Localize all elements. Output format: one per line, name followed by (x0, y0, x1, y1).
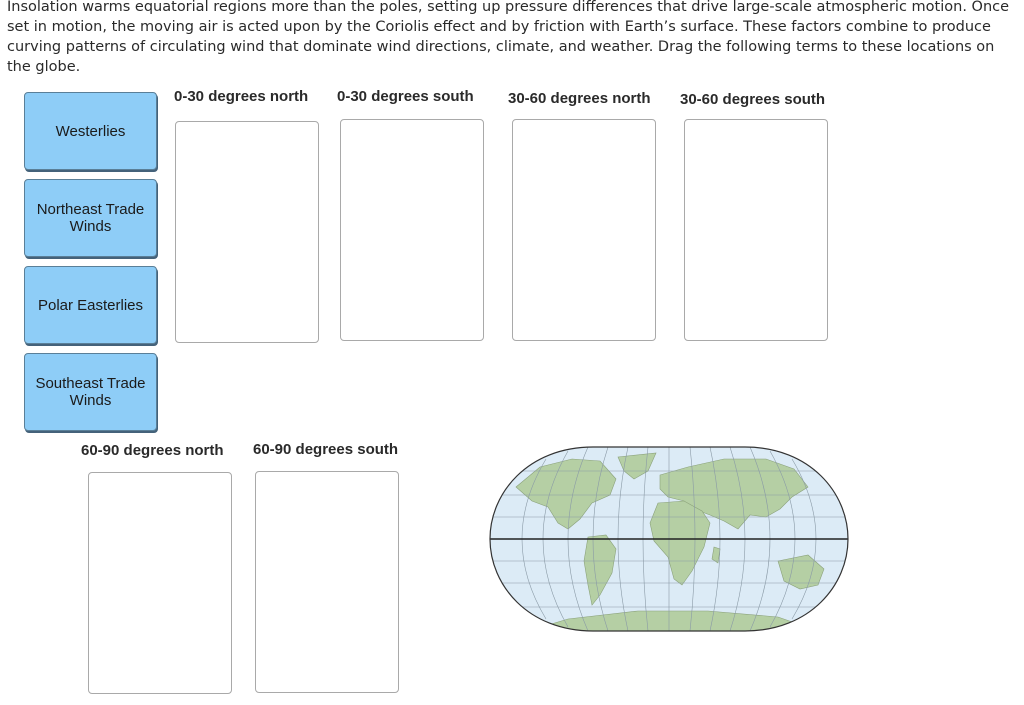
term-polar-easterlies[interactable]: Polar Easterlies (24, 266, 157, 344)
zone-label-60-90-north: 60-90 degrees north (81, 442, 224, 459)
zone-label-60-90-south: 60-90 degrees south (253, 441, 399, 458)
term-westerlies[interactable]: Westerlies (24, 92, 157, 170)
zone-label-0-30-north: 0-30 degrees north (174, 88, 309, 105)
zone-label-30-60-south: 30-60 degrees south (680, 91, 826, 108)
drop-zone-30-60-north[interactable] (512, 119, 656, 341)
drop-zone-0-30-north[interactable] (175, 121, 319, 343)
term-southeast-trade-winds[interactable]: Southeast Trade Winds (24, 353, 157, 431)
term-northeast-trade-winds[interactable]: Northeast Trade Winds (24, 179, 157, 257)
zone-label-30-60-north: 30-60 degrees north (508, 90, 651, 107)
world-map-globe (488, 445, 850, 633)
drop-zone-0-30-south[interactable] (340, 119, 484, 341)
drop-zone-30-60-south[interactable] (684, 119, 828, 341)
drop-zone-60-90-north[interactable] (88, 472, 232, 694)
drop-zone-60-90-south[interactable] (255, 471, 399, 693)
instructions-text: Insolation warms equatorial regions more than the poles, setting up pressure differences that drive large-scale atmospheric motion. Once set in motion, the moving air is acted upon by the Coriolis effect and by friction with Earth’s surface. These factors combine to produce curving patterns of circulating wind that dominate wind directions, climate, and weather. Drag the following terms to these locations on the globe. (7, 0, 1010, 75)
zone-label-0-30-south: 0-30 degrees south (337, 88, 474, 105)
